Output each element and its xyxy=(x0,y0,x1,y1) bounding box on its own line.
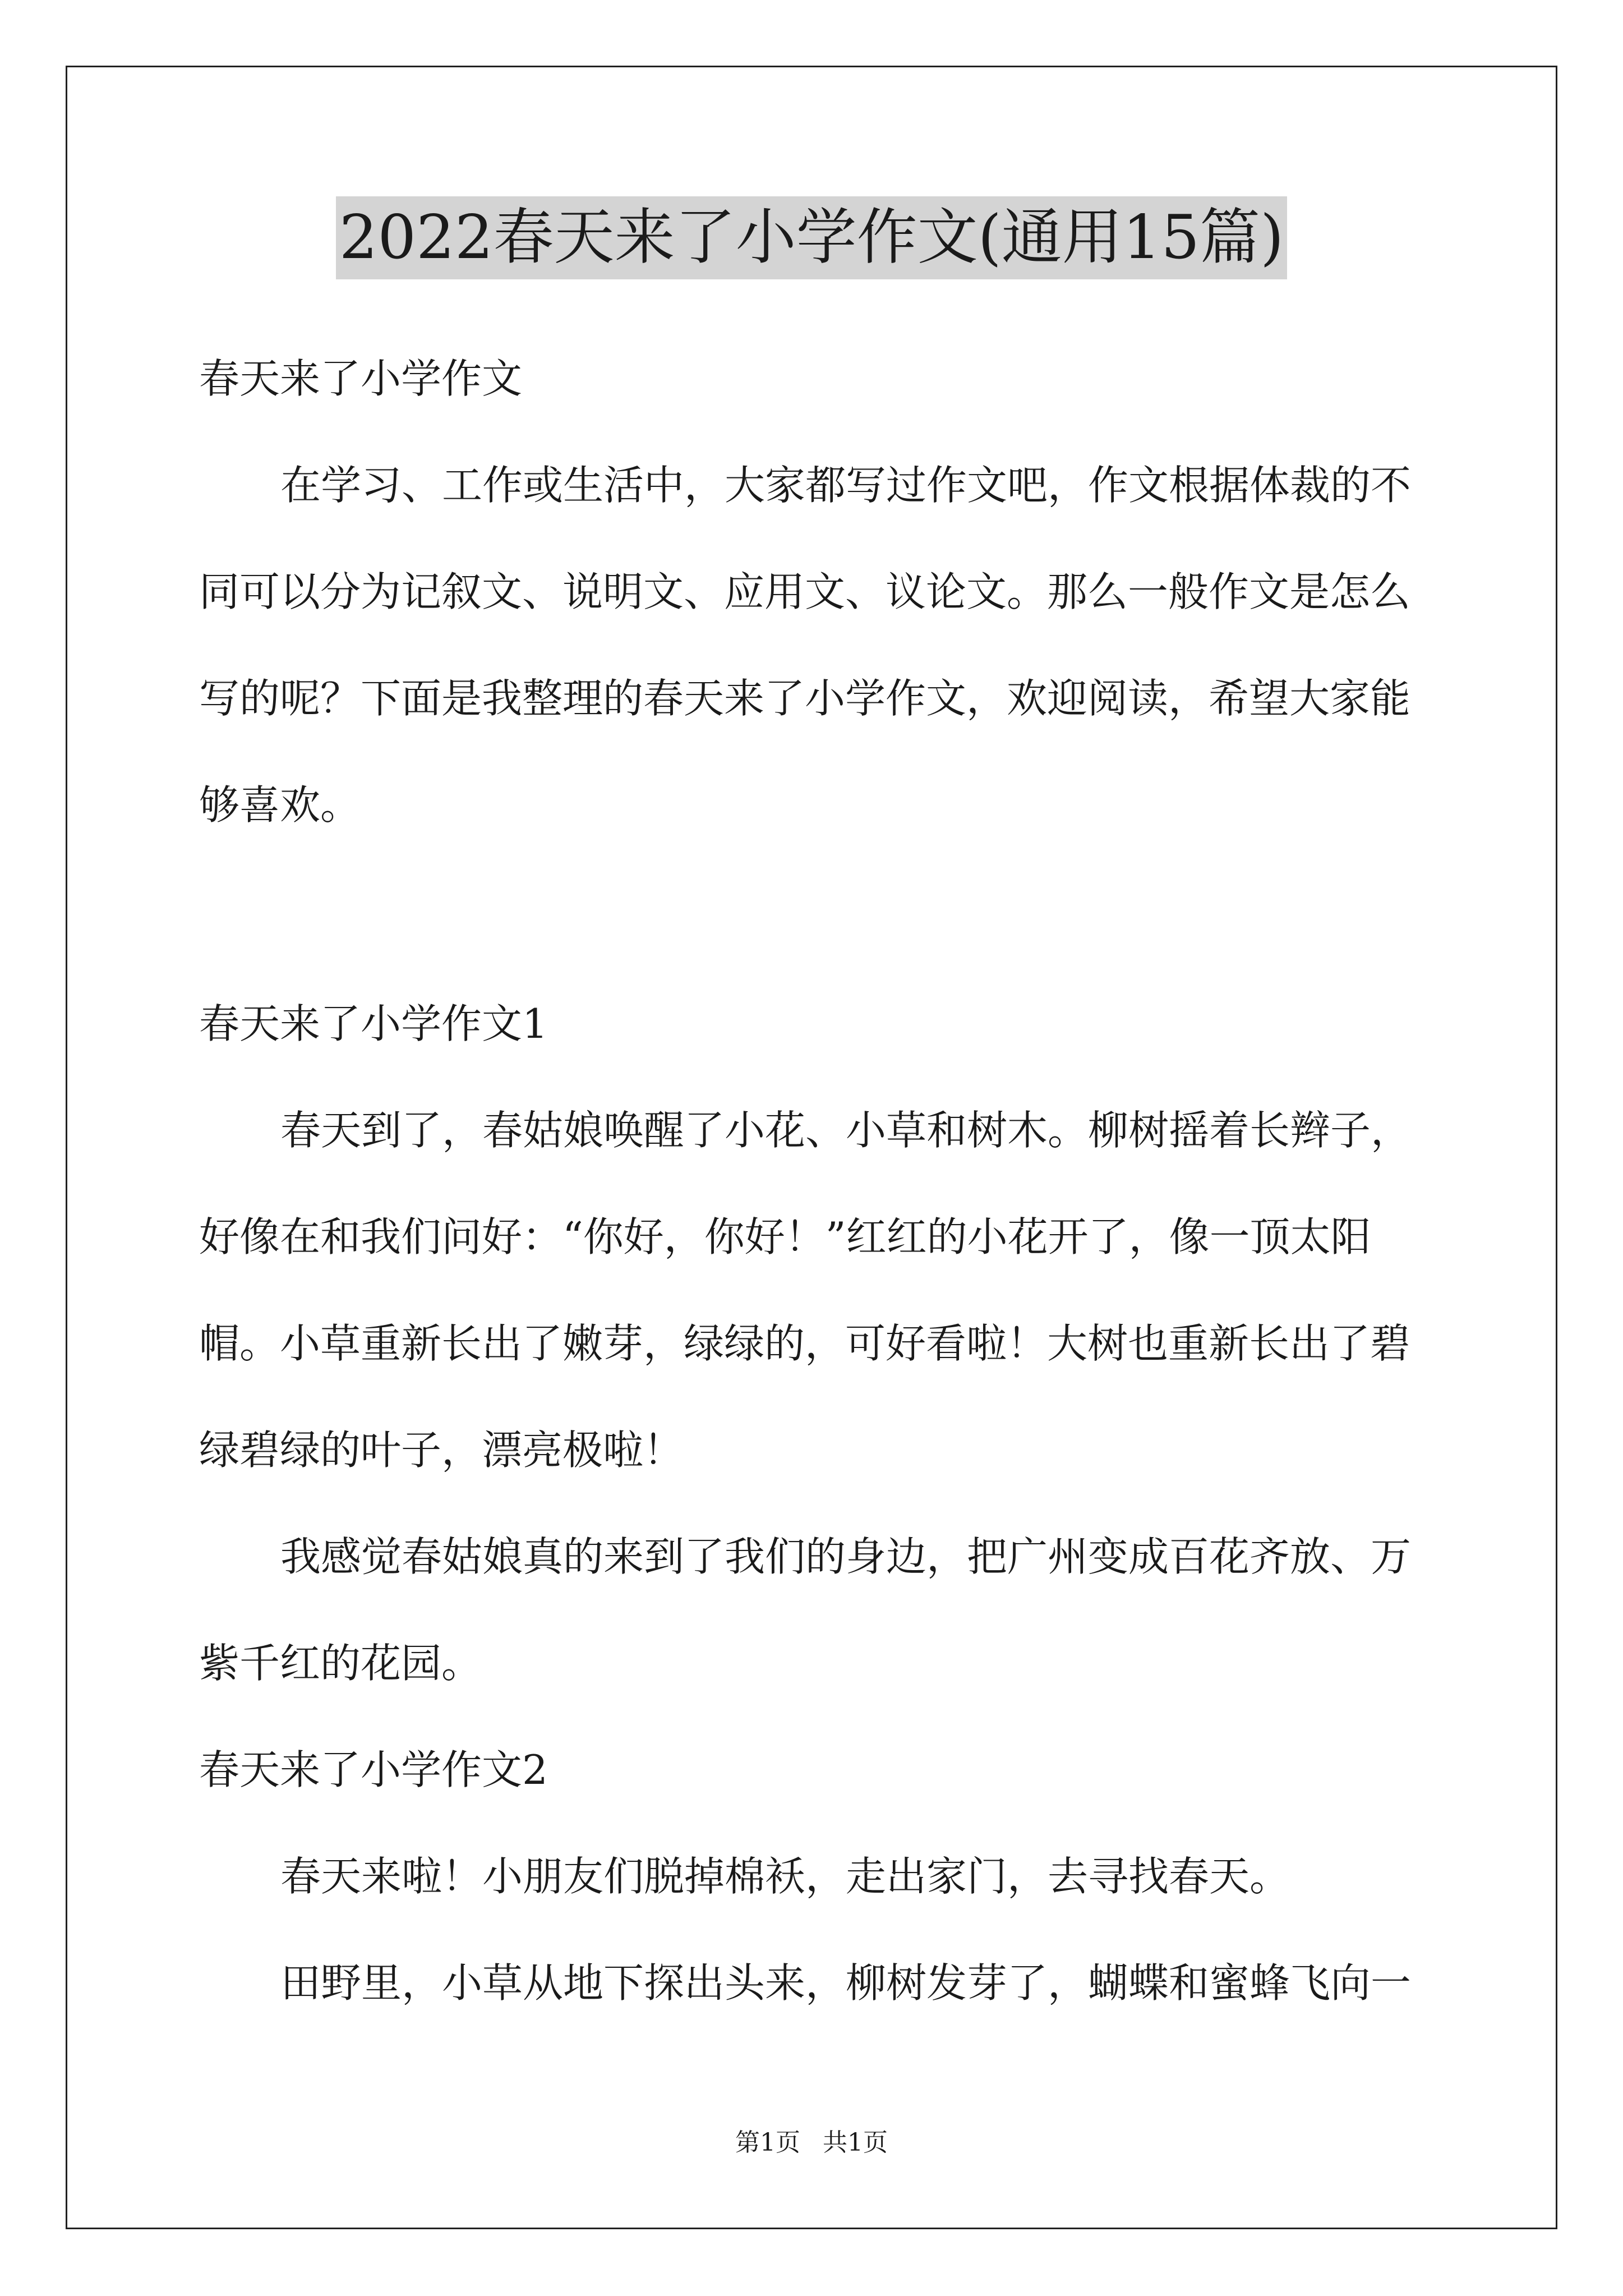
section-heading: 春天来了小学作文2 xyxy=(199,1746,548,1793)
paragraph-line: 够喜欢。 xyxy=(199,781,361,829)
title-wrap xyxy=(0,196,1623,279)
paragraph-line: 好像在和我们问好：“你好，你好！”红红的小花开了，像一顶太阳 xyxy=(199,1213,1371,1260)
page-number: 第1页 xyxy=(735,2128,800,2157)
page-footer xyxy=(0,2126,1623,2160)
section-heading: 春天来了小学作文1 xyxy=(199,1000,548,1047)
paragraph-line: 同可以分为记叙文、说明文、应用文、议论文。那么一般作文是怎么 xyxy=(199,568,1411,615)
document-title: 2022春天来了小学作文(通用15篇) xyxy=(336,196,1288,279)
paragraph-line: 春天到了，春姑娘唤醒了小花、小草和树木。柳树摇着长辫子， xyxy=(280,1107,1412,1154)
paragraph-line: 田野里，小草从地下探出头来，柳树发芽了，蝴蝶和蜜蜂飞向一 xyxy=(280,1959,1412,2007)
page-total: 共1页 xyxy=(823,2128,888,2157)
paragraph-line: 紫千红的花园。 xyxy=(199,1640,482,1687)
intro-heading: 春天来了小学作文 xyxy=(199,355,523,402)
paragraph-line: 帽。小草重新长出了嫩芽，绿绿的，可好看啦！大树也重新长出了碧 xyxy=(199,1320,1411,1367)
paragraph-line: 写的呢？下面是我整理的春天来了小学作文，欢迎阅读，希望大家能 xyxy=(199,675,1411,722)
paragraph-line: 春天来啦！小朋友们脱掉棉袄，走出家门，去寻找春天。 xyxy=(280,1853,1290,1900)
paragraph-line: 在学习、工作或生活中，大家都写过作文吧，作文根据体裁的不 xyxy=(280,462,1412,509)
paragraph-line: 绿碧绿的叶子，漂亮极啦！ xyxy=(199,1427,684,1474)
paragraph-line: 我感觉春姑娘真的来到了我们的身边，把广州变成百花齐放、万 xyxy=(280,1533,1412,1580)
